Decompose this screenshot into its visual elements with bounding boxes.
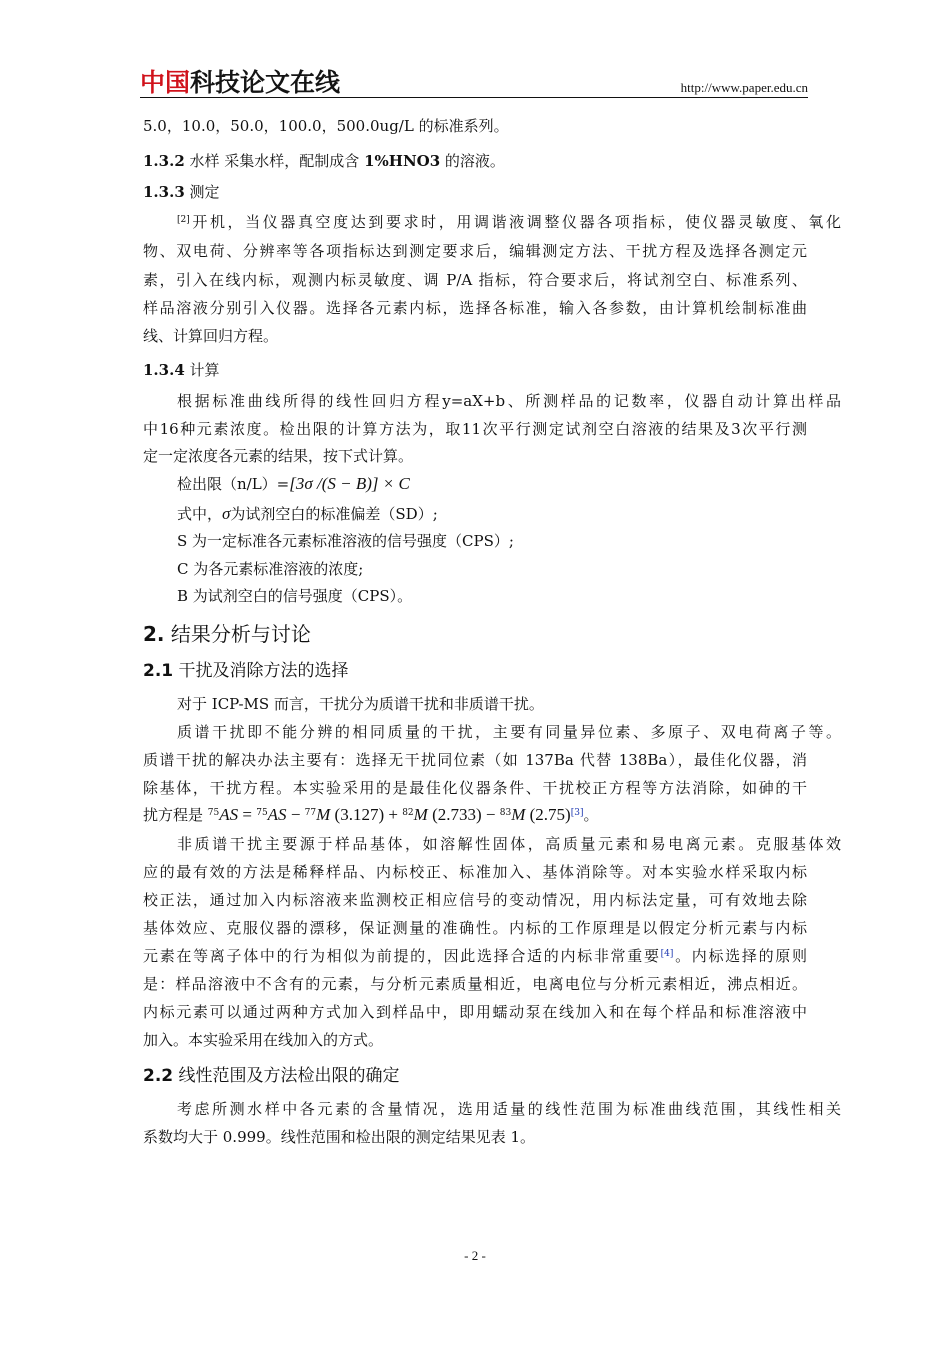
header-url[interactable]: http://www.paper.edu.cn xyxy=(680,80,808,95)
paragraph-line: 中16种元素浓度。检出限的计算方法为，取11次平行测定试剂空白溶液的结果及3次平行测 xyxy=(143,420,807,438)
isotope-mass: 75 xyxy=(256,808,268,818)
isotope-mass: 77 xyxy=(304,808,317,818)
section-title: 结果分析与讨论 xyxy=(164,622,311,646)
paragraph-line: 素，引入在线内标，观测内标灵敏度、调 P/A 指标，符合要求后，将试剂空白、标准系列、 xyxy=(143,271,807,289)
paragraph-line: 基体效应、克服仪器的漂移，保证测量的准确性。内标的工作原理是以假定分析元素与内标 xyxy=(143,919,807,937)
paragraph-line xyxy=(143,208,841,236)
section-title: 测定 xyxy=(184,183,220,201)
sigma-symbol: σ xyxy=(222,504,231,523)
where-text: 式中， xyxy=(177,505,223,523)
eq-coefficient: (3.127) + xyxy=(330,805,403,824)
section-number: 1.3.4 xyxy=(143,361,185,379)
where-line: S 为一定标准各元素标准溶液的信号强度（CPS）; xyxy=(177,532,514,550)
isotope-mass: 82 xyxy=(402,808,414,818)
eq-coefficient: (2.75) xyxy=(525,805,571,824)
paragraph-text: 元素在等离子体中的行为相似为前提的，因此选择合适的内标非常重要 xyxy=(143,947,661,965)
text-line: 5.0，10.0，50.0，100.0，500.0ug/L 的标准系列。 xyxy=(143,117,509,135)
section-title: 线性范围及方法检出限的确定 xyxy=(173,1066,400,1086)
eq-symbol: M xyxy=(511,805,526,824)
section-bold-text: 1%HNO3 xyxy=(364,152,441,170)
isotope-mass: 83 xyxy=(499,808,512,818)
citation[interactable]: [2] xyxy=(177,215,190,225)
paragraph-line: 根据标准曲线所得的线性回归方程y=aX+b、所测样品的记数率，仪器自动计算出样品 xyxy=(177,392,841,410)
citation[interactable]: [4] xyxy=(660,949,674,959)
eq-coefficient: (2.733) − xyxy=(427,805,500,824)
formula-line xyxy=(143,470,841,498)
formula-expression: [3σ /(S − B)] × C xyxy=(289,474,410,493)
section-number: 1.3.2 xyxy=(143,152,185,170)
paragraph-line: 物、双电荷、分辨率等各项指标达到测定要求后，编辑测定方法、干扰方程及选择各测定元 xyxy=(143,242,807,260)
logo-black-text: 科技论文在线 xyxy=(190,68,341,97)
eq-symbol: AS xyxy=(267,805,287,824)
equation-line xyxy=(143,801,807,829)
section-1-3-3-heading xyxy=(143,178,807,206)
paragraph-text: 。 xyxy=(583,806,599,824)
section-title: 计算 xyxy=(184,361,220,379)
eq-operator: = xyxy=(238,805,257,824)
section-text: 水样 采集水样，配制成含 xyxy=(184,152,365,170)
citation[interactable]: [3] xyxy=(570,808,584,818)
section-number: 2.2 xyxy=(143,1066,174,1086)
eq-symbol: AS xyxy=(219,805,239,824)
paragraph-line: 应的最有效的方法是稀释样品、内标校正、标准加入、基体消除等。对本实验水样采取内标 xyxy=(143,863,807,881)
section-title: 干扰及消除方法的选择 xyxy=(173,661,349,681)
journal-logo[interactable] xyxy=(140,64,340,98)
paragraph-line: 样品溶液分别引入仪器。选择各元素内标，选择各标准，输入各参数，由计算机绘制标准曲 xyxy=(143,299,807,317)
section-1-3-2 xyxy=(143,147,807,175)
paragraph-line: 质谱干扰的解决办法主要有：选择无干扰同位素（如 137Ba 代替 138Ba），最佳化仪器，消 xyxy=(143,751,807,769)
section-2-1-heading xyxy=(143,657,807,685)
where-line xyxy=(143,500,841,528)
paragraph-line: 考虑所测水样中各元素的含量情况，选用适量的线性范围为标准曲线范围，其线性相关 xyxy=(177,1100,841,1118)
paragraph-line: 加入。本实验采用在线加入的方式。 xyxy=(143,1031,384,1049)
paragraph-text: 开机，当仪器真空度达到要求时，用调谐液调整仪器各项指标，使仪器灵敏度、氧化 xyxy=(189,213,841,231)
paragraph-line: 对于 ICP-MS 而言，干扰分为质谱干扰和非质谱干扰。 xyxy=(177,695,544,713)
eq-operator: − xyxy=(286,805,305,824)
paragraph-text: 扰方程是 xyxy=(143,806,208,824)
eq-symbol: M xyxy=(413,805,428,824)
paragraph-line xyxy=(143,942,807,970)
paragraph-line: 质谱干扰即不能分辨的相同质量的干扰，主要有同量异位素、多原子、双电荷离子等。 xyxy=(177,723,841,741)
section-number: 2. xyxy=(143,622,165,646)
paragraph-line: 系数均大于 0.999。线性范围和检出限的测定结果见表 1。 xyxy=(143,1128,536,1146)
paragraph-line: 是：样品溶液中不含有的元素，与分析元素质量相近，电离电位与分析元素相近，沸点相近。 xyxy=(143,975,807,993)
where-text: 为试剂空白的标准偏差（SD）; xyxy=(230,505,438,523)
paragraph-line: 校正法，通过加入内标溶液来监测校正相应信号的变动情况，用内标法定量，可有效地去除 xyxy=(143,891,807,909)
paragraph-line: 线、计算回归方程。 xyxy=(143,327,279,345)
where-line: C 为各元素标准溶液的浓度; xyxy=(177,560,364,578)
paragraph-text: 。内标选择的原则 xyxy=(673,947,807,965)
formula-label: 检出限（n/L）= xyxy=(177,475,290,493)
section-number: 2.1 xyxy=(143,661,174,681)
section-text-tail: 的溶液。 xyxy=(440,152,505,170)
paragraph-line: 除基体，干扰方程。本实验采用的是最佳化仪器条件、干扰校正方程等方法消除，如砷的干 xyxy=(143,779,807,797)
paragraph-line: 非质谱干扰主要源于样品基体，如溶解性固体，高质量元素和易电离元素。克服基体效 xyxy=(177,835,841,853)
section-2-heading xyxy=(143,620,807,648)
paragraph-line: 内标元素可以通过两种方式加入到样品中，即用蠕动泵在线加入和在每个样品和标准溶液中 xyxy=(143,1003,807,1021)
section-number: 1.3.3 xyxy=(143,183,185,201)
section-1-3-4-heading xyxy=(143,356,807,384)
eq-symbol: M xyxy=(316,805,331,824)
where-line: B 为试剂空白的信号强度（CPS）。 xyxy=(177,587,413,605)
paragraph-line: 定一定浓度各元素的结果，按下式计算。 xyxy=(143,447,414,465)
header-divider xyxy=(140,97,808,98)
isotope-mass: 75 xyxy=(207,808,220,818)
logo-red-text: 中国 xyxy=(140,68,191,97)
section-2-2-heading xyxy=(143,1062,807,1090)
page-number: - 2 - xyxy=(464,1248,486,1263)
